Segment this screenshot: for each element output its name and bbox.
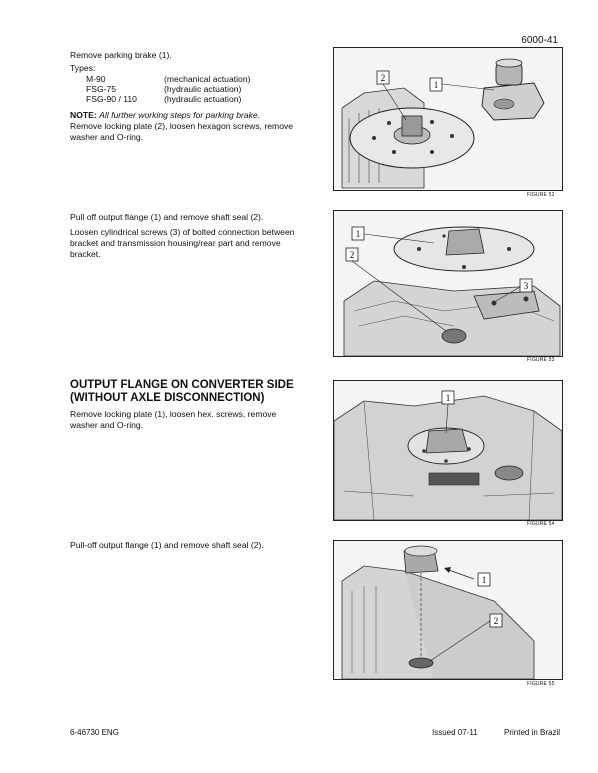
section-2-text [70,212,302,260]
instruction-pull-off-output-flange: Pull-off output flange (1) and remove shaft seal (2). [70,540,264,550]
figure-55-caption: FIGURE 55 [527,681,555,687]
pull-off-flange-illustration [334,541,562,679]
output-flange-bracket-illustration [334,211,562,356]
type-model: M-90 [86,74,106,84]
callout-label: 2 [380,73,386,83]
callout-label: 2 [493,616,499,626]
instruction-pull-off-flange: Pull off output flange (1) and remove shaft seal (2). [70,212,264,222]
footer-issued: Issued 07-11 [432,728,478,737]
type-actuation: (hydraulic actuation) [164,84,242,94]
page-number: 6000-41 [521,35,558,46]
callout-label: 1 [481,575,487,585]
figure-53-caption: FIGURE 53 [527,357,555,363]
figure-54-caption: FIGURE 54 [527,521,555,527]
instruction-loosen-screws: Loosen cylindrical screws (3) of bolted connection between bracket and transmission housing/rear part and remove bracket. [70,227,295,259]
figure-55-image [333,540,563,680]
note-label: NOTE: [70,110,97,120]
footer-printed: Printed in Brazil [504,728,561,737]
converter-side-flange-illustration [334,381,562,520]
types-table [70,74,250,104]
figure-53-image [333,210,563,357]
instruction-remove-locking-plate: Remove locking plate (2), loosen hexagon screws, remove washer and O-ring. [70,121,294,142]
types-label: Types: [70,63,96,73]
figure-52-caption: FIGURE 52 [527,192,555,198]
section-4-text [70,540,310,551]
parking-brake-illustration [334,48,562,190]
instruction-remove-locking-plate-hex: Remove locking plate (1), loosen hex. screws, remove washer and O-ring. [70,409,277,430]
types-row [70,84,250,94]
figure-54-image [333,380,563,521]
section-heading: OUTPUT FLANGE ON CONVERTER SIDE (WITHOUT AXLE DISCONNECTION) [70,379,294,404]
figure-52-image [333,47,563,191]
type-model: FSG-90 / 110 [86,94,137,104]
section-3 [70,379,310,431]
callout-label: 1 [433,80,439,90]
callout-label: 3 [523,281,529,291]
footer-doc-id: 6-46730 ENG [70,728,119,737]
type-actuation: (hydraulic actuation) [164,94,242,104]
callout-1 [478,573,490,586]
callout-label: 1 [445,393,451,403]
note [70,110,310,121]
types-row [70,94,250,104]
instruction-remove-parking-brake: Remove parking brake (1). [70,50,172,60]
type-actuation: (mechanical actuation) [164,74,251,84]
callout-label: 1 [355,229,361,239]
note-text: All further working steps for parking brake. [99,110,261,120]
section-1-text [70,50,310,143]
type-model: FSG-75 [86,84,117,94]
types-row [70,74,250,84]
callout-label: 2 [349,250,355,260]
